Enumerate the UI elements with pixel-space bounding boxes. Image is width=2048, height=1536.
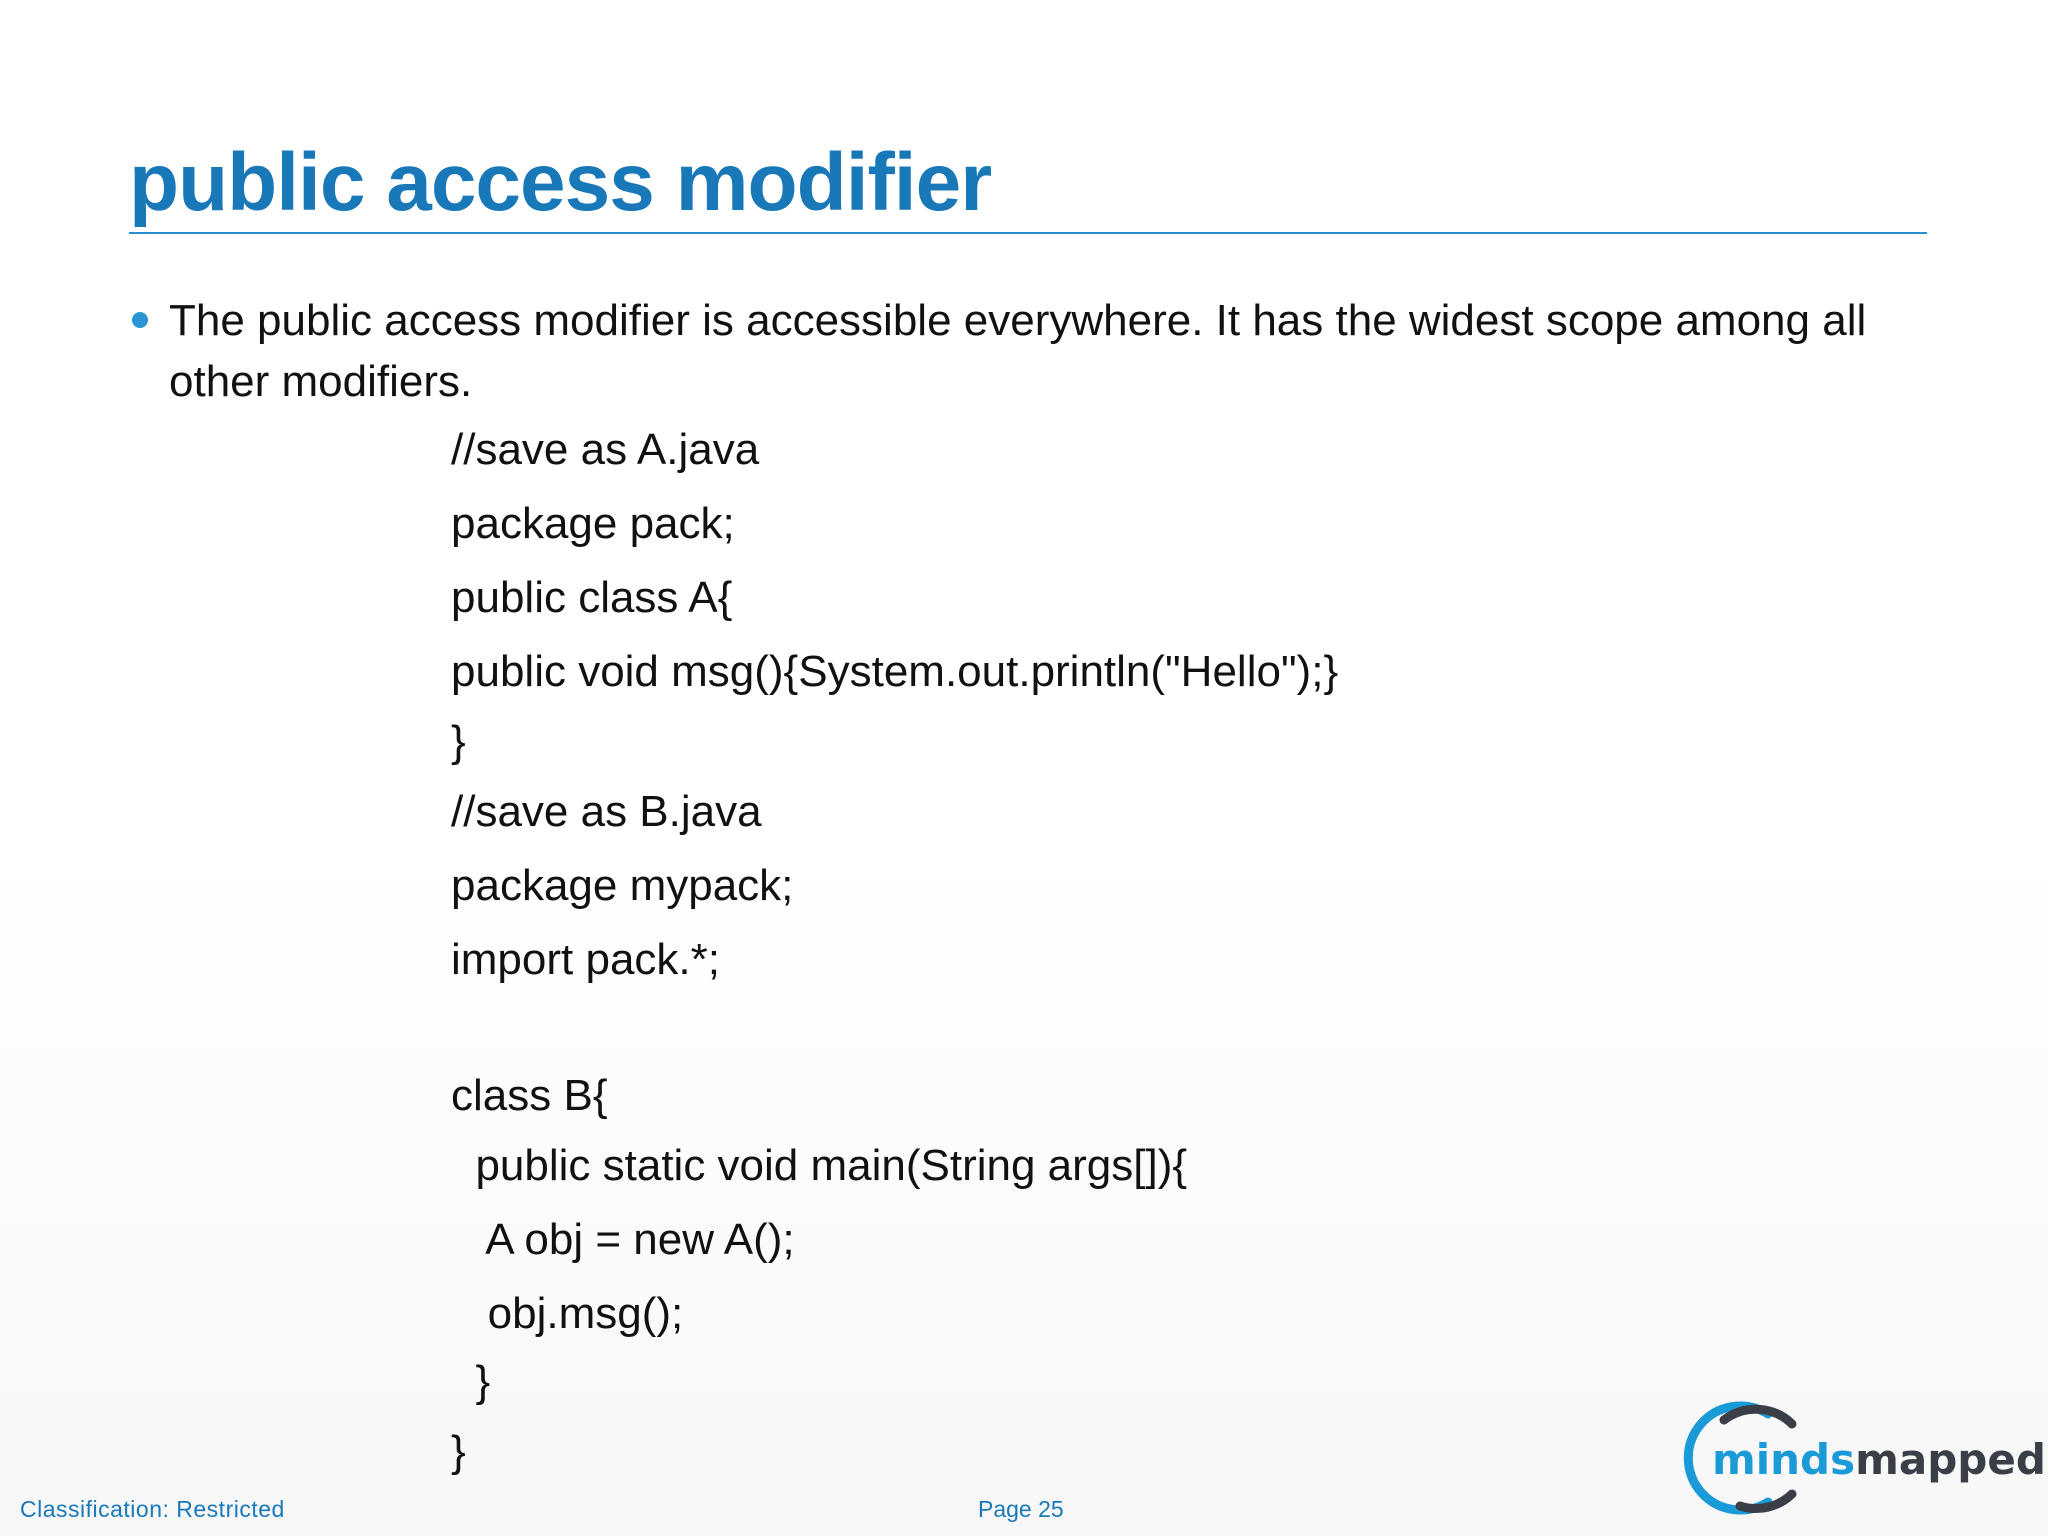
code-line: A obj = new A(); bbox=[451, 1215, 795, 1264]
bullet-icon bbox=[132, 312, 148, 328]
code-line: class B{ bbox=[451, 1071, 608, 1120]
logo-text-mapped: mapped bbox=[1855, 1435, 2046, 1484]
code-line: package mypack; bbox=[451, 861, 794, 910]
logo-ring-dark bbox=[1724, 1409, 1792, 1424]
code-line: //save as A.java bbox=[451, 425, 760, 474]
title-underline bbox=[129, 232, 1927, 234]
code-line: public class A{ bbox=[451, 573, 733, 622]
code-line: public void msg(){System.out.println("Hello");} bbox=[451, 647, 1339, 696]
classification-label: Classification: Restricted bbox=[20, 1496, 285, 1522]
logo-mark bbox=[1688, 1398, 2046, 1518]
code-line: public static void main(String args[]){ bbox=[451, 1141, 1188, 1190]
code-line: } bbox=[451, 1357, 491, 1406]
code-line: } bbox=[451, 1427, 466, 1476]
slide-title: public access modifier bbox=[129, 137, 992, 228]
logo-text-minds: minds bbox=[1712, 1435, 1856, 1484]
mindsmapped-logo bbox=[1688, 1398, 2046, 1518]
bullet-text: The public access modifier is accessible everywhere. It has the widest scope among all other modifiers. bbox=[169, 296, 1867, 406]
code-line: } bbox=[451, 717, 466, 766]
logo-wordmark bbox=[1712, 1435, 2046, 1484]
code-line: //save as B.java bbox=[451, 787, 762, 836]
code-line: import pack.*; bbox=[451, 935, 720, 984]
page-number: Page 25 bbox=[978, 1496, 1064, 1522]
code-line: package pack; bbox=[451, 499, 735, 548]
code-line: obj.msg(); bbox=[451, 1289, 684, 1338]
